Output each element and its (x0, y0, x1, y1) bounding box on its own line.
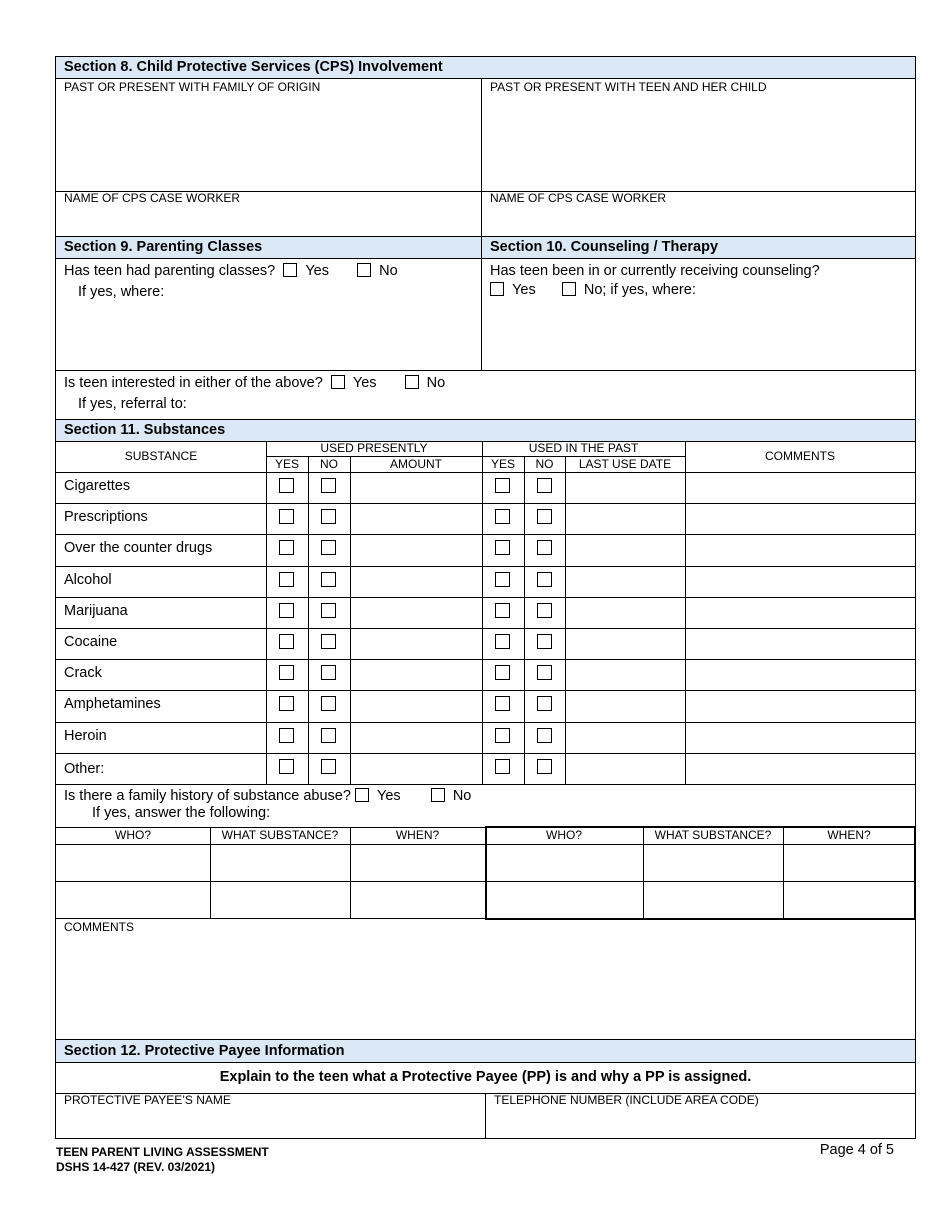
last-use-date-cell[interactable] (566, 723, 684, 752)
family-history-no-checkbox[interactable] (431, 788, 445, 802)
section9-header (56, 236, 481, 259)
past-no-checkbox[interactable] (537, 572, 552, 587)
present-no-checkbox[interactable] (321, 540, 336, 555)
parenting-no-label: No (379, 263, 398, 279)
past-yes-checkbox[interactable] (495, 665, 510, 680)
divider (56, 784, 915, 785)
history-substance-header-1: WHAT SUBSTANCE? (221, 828, 339, 842)
interest-yes-checkbox[interactable] (331, 375, 345, 389)
history-who-header-1: WHO? (115, 828, 151, 842)
comments-cell[interactable] (686, 691, 914, 720)
cps-family-origin-field[interactable] (56, 79, 481, 191)
past-yes-checkbox[interactable] (495, 759, 510, 774)
substance-name: Alcohol (64, 572, 112, 588)
counseling-no-checkbox[interactable] (562, 282, 576, 296)
past-yes-checkbox[interactable] (495, 509, 510, 524)
history-when-header-2: WHEN? (827, 828, 871, 842)
payee-phone-label: TELEPHONE NUMBER (INCLUDE AREA CODE) (494, 1093, 759, 1107)
past-no-checkbox[interactable] (537, 696, 552, 711)
present-no-checkbox[interactable] (321, 634, 336, 649)
past-yes-checkbox[interactable] (495, 478, 510, 493)
present-no-checkbox[interactable] (321, 572, 336, 587)
comments-cell[interactable] (686, 754, 914, 783)
present-yes-checkbox[interactable] (279, 634, 294, 649)
present-yes-checkbox[interactable] (279, 572, 294, 587)
divider (266, 442, 267, 784)
family-history-question: Is there a family history of substance abuse? (64, 788, 351, 804)
present-no-checkbox[interactable] (321, 478, 336, 493)
present-yes-checkbox[interactable] (279, 509, 294, 524)
last-use-date-cell[interactable] (566, 660, 684, 689)
past-no-checkbox[interactable] (537, 728, 552, 743)
history-who-cell[interactable] (57, 845, 209, 880)
substance-name: Other: (64, 761, 105, 777)
payee-name-field[interactable] (56, 1093, 485, 1138)
divider (308, 456, 309, 784)
section12-header (56, 1039, 915, 1063)
used-presently-header: USED PRESENTLY (320, 441, 428, 455)
past-yes-checkbox[interactable] (495, 540, 510, 555)
comments-cell[interactable] (686, 598, 914, 627)
counseling-question: Has teen been in or currently receiving counseling? (490, 263, 820, 279)
substance-name: Over the counter drugs (64, 540, 213, 556)
present-yes-checkbox[interactable] (279, 728, 294, 743)
protective-payee-instruction: Explain to the teen what a Protective Payee (PP) is and why a PP is assigned. (219, 1069, 752, 1085)
parenting-question: Has teen had parenting classes? (64, 263, 276, 279)
interest-no-checkbox[interactable] (405, 375, 419, 389)
footer-page-number: Page 4 of 5 (819, 1142, 894, 1158)
section10-body (490, 262, 910, 299)
amount-cell[interactable] (351, 598, 481, 627)
substance-name: Cocaine (64, 634, 118, 650)
comments-cell[interactable] (686, 567, 914, 596)
cps-worker-right-field[interactable] (482, 191, 915, 236)
past-no-checkbox[interactable] (537, 759, 552, 774)
history-substance-cell[interactable] (644, 882, 782, 917)
amount-cell[interactable] (351, 660, 481, 689)
present-amount-header: AMOUNT (390, 457, 442, 471)
divider (266, 456, 685, 457)
cps-teen-child-field[interactable] (482, 79, 915, 191)
amount-cell[interactable] (351, 535, 481, 564)
family-history-follow-label: If yes, answer the following: (92, 805, 271, 821)
past-yes-checkbox[interactable] (495, 696, 510, 711)
amount-cell[interactable] (351, 723, 481, 752)
substance-name: Prescriptions (64, 509, 148, 525)
substance-comments-label: COMMENTS (64, 920, 134, 934)
comments-cell[interactable] (686, 629, 914, 658)
amount-cell[interactable] (351, 473, 481, 502)
last-use-date-cell[interactable] (566, 473, 684, 502)
amount-cell[interactable] (351, 629, 481, 658)
present-yes-checkbox[interactable] (279, 759, 294, 774)
history-when-cell[interactable] (351, 882, 484, 917)
divider (56, 827, 486, 828)
present-yes-checkbox[interactable] (279, 478, 294, 493)
history-substance-cell[interactable] (211, 845, 349, 880)
last-use-date-cell[interactable] (566, 504, 684, 533)
past-yes-checkbox[interactable] (495, 572, 510, 587)
comments-cell[interactable] (686, 723, 914, 752)
present-no-checkbox[interactable] (321, 728, 336, 743)
last-use-date-cell[interactable] (566, 567, 684, 596)
substance-comments-field[interactable] (56, 919, 915, 1039)
substance-name: Marijuana (64, 603, 128, 619)
family-history-yes-checkbox[interactable] (355, 788, 369, 802)
cps-family-origin-label: PAST OR PRESENT WITH FAMILY OF ORIGIN (64, 80, 321, 94)
last-use-date-cell[interactable] (566, 691, 684, 720)
present-yes-checkbox[interactable] (279, 603, 294, 618)
present-yes-header: YES (274, 457, 299, 471)
past-no-checkbox[interactable] (537, 665, 552, 680)
history-when-cell[interactable] (784, 882, 913, 917)
substance-name: Cigarettes (64, 478, 131, 494)
history-who-cell[interactable] (488, 882, 642, 917)
comments-column-header: COMMENTS (765, 449, 835, 463)
section10-header (482, 236, 915, 259)
family-history-no-label: No (452, 788, 472, 804)
past-yes-checkbox[interactable] (495, 634, 510, 649)
present-yes-checkbox[interactable] (279, 540, 294, 555)
parenting-yes-checkbox[interactable] (283, 263, 297, 277)
present-no-checkbox[interactable] (321, 665, 336, 680)
parenting-where-label: If yes, where: (78, 284, 165, 300)
substance-name: Amphetamines (64, 696, 161, 712)
history-who-cell[interactable] (57, 882, 209, 917)
past-no-checkbox[interactable] (537, 540, 552, 555)
history-when-header-1: WHEN? (395, 828, 440, 842)
past-no-checkbox[interactable] (537, 603, 552, 618)
comments-cell[interactable] (686, 504, 914, 533)
amount-cell[interactable] (351, 691, 481, 720)
cps-worker-right-label: NAME OF CPS CASE WORKER (490, 191, 667, 205)
section9-title: Section 9. Parenting Classes (64, 239, 263, 255)
cps-teen-child-label: PAST OR PRESENT WITH TEEN AND HER CHILD (490, 80, 767, 94)
present-no-header: NO (320, 457, 338, 471)
footer-form-number: DSHS 14-427 (REV. 03/2021) (56, 1160, 215, 1174)
past-no-checkbox[interactable] (537, 634, 552, 649)
parenting-no-checkbox[interactable] (357, 263, 371, 277)
interest-question: Is teen interested in either of the above? (64, 375, 323, 391)
past-no-checkbox[interactable] (537, 509, 552, 524)
last-use-date-cell[interactable] (566, 754, 684, 783)
interest-no-label: No (426, 375, 446, 391)
history-who-header-2: WHO? (546, 828, 582, 842)
divider (482, 442, 483, 784)
history-substance-header-2: WHAT SUBSTANCE? (654, 828, 772, 842)
interest-row (64, 374, 764, 413)
cps-worker-left-field[interactable] (56, 191, 481, 236)
interest-referral-label: If yes, referral to: (78, 396, 187, 412)
history-substance-cell[interactable] (644, 845, 782, 880)
amount-cell[interactable] (351, 504, 481, 533)
last-use-date-cell[interactable] (566, 535, 684, 564)
substance-column-header: SUBSTANCE (124, 449, 198, 463)
family-history-yes-label: Yes (377, 788, 401, 804)
amount-cell[interactable] (351, 754, 481, 783)
section8-header (56, 57, 915, 79)
past-yes-header: YES (490, 457, 515, 471)
substance-name: Crack (64, 665, 102, 681)
past-last-use-header: LAST USE DATE (578, 457, 672, 471)
divider (56, 370, 915, 371)
past-yes-checkbox[interactable] (495, 728, 510, 743)
comments-cell[interactable] (686, 535, 914, 564)
history-substance-cell[interactable] (211, 882, 349, 917)
section9-body (64, 262, 474, 301)
present-no-checkbox[interactable] (321, 696, 336, 711)
last-use-date-cell[interactable] (566, 598, 684, 627)
present-no-checkbox[interactable] (321, 759, 336, 774)
past-no-checkbox[interactable] (537, 478, 552, 493)
cps-worker-left-label: NAME OF CPS CASE WORKER (64, 191, 241, 205)
present-yes-checkbox[interactable] (279, 696, 294, 711)
comments-cell[interactable] (686, 473, 914, 502)
counseling-no-where-label: No; if yes, where: (583, 282, 696, 298)
counseling-yes-checkbox[interactable] (490, 282, 504, 296)
section8-title: Section 8. Child Protective Services (CPS) Involvement (64, 59, 443, 75)
present-yes-checkbox[interactable] (279, 665, 294, 680)
counseling-yes-label: Yes (512, 282, 536, 298)
substance-name: Heroin (64, 728, 107, 744)
footer-form-title: TEEN PARENT LIVING ASSESSMENT (56, 1145, 269, 1159)
payee-phone-field[interactable] (486, 1093, 915, 1138)
parenting-yes-label: Yes (305, 263, 329, 279)
history-who-cell[interactable] (488, 845, 642, 880)
section10-title: Section 10. Counseling / Therapy (490, 239, 719, 255)
section11-header (56, 419, 915, 442)
divider (524, 456, 525, 784)
payee-name-label: PROTECTIVE PAYEE’S NAME (64, 1093, 231, 1107)
last-use-date-cell[interactable] (566, 629, 684, 658)
interest-yes-label: Yes (352, 375, 377, 391)
history-when-cell[interactable] (351, 845, 484, 880)
present-no-checkbox[interactable] (321, 603, 336, 618)
past-no-header: NO (535, 457, 554, 471)
family-history-row (64, 787, 764, 822)
amount-cell[interactable] (351, 567, 481, 596)
section11-title: Section 11. Substances (64, 422, 226, 438)
present-no-checkbox[interactable] (321, 509, 336, 524)
section12-title: Section 12. Protective Payee Information (64, 1043, 345, 1059)
used-past-header: USED IN THE PAST (528, 441, 639, 455)
history-when-cell[interactable] (784, 845, 913, 880)
past-yes-checkbox[interactable] (495, 603, 510, 618)
comments-cell[interactable] (686, 660, 914, 689)
